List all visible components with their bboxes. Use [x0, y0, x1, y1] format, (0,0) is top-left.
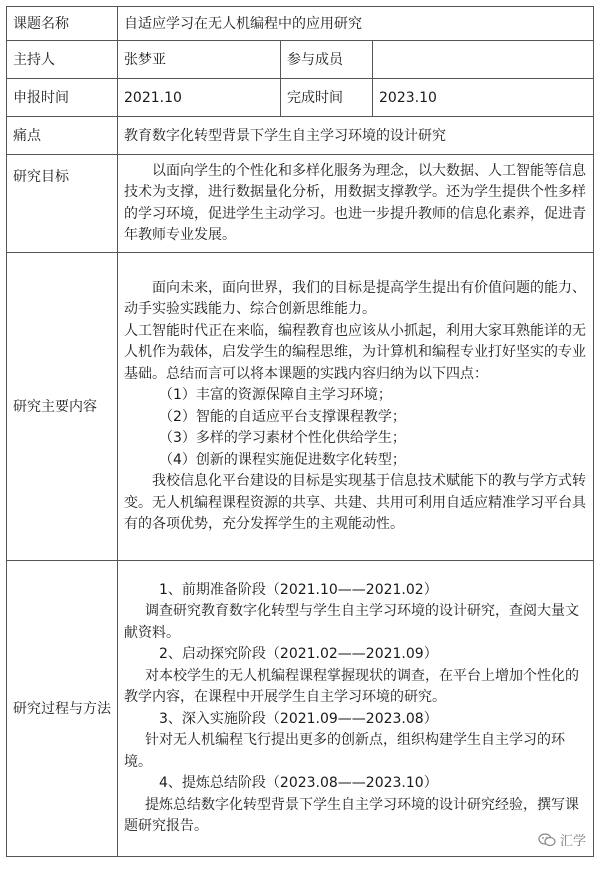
topic-value: 自适应学习在无人机编程中的应用研究	[118, 7, 594, 41]
stage-title: 4、提炼总结阶段（2023.08——2023.10）	[159, 775, 438, 791]
row-process	[7, 561, 594, 857]
research-goal-text: 以面向学生的个性化和多样化服务为理念，以大数据、人工智能等信息技术为支撑，进行数据量化分析，用数据支撑教学。还为学生提供个性多样的学习环境，促进学生主动学习。也进一步提升教师的信息化素养，促进青年教师专业发展。	[124, 162, 586, 243]
research-form-table	[6, 6, 594, 857]
pain-point-value: 教育数字化转型背景下学生自主学习环境的设计研究	[118, 117, 594, 155]
pain-point-label: 痛点	[7, 117, 118, 155]
watermark	[538, 830, 586, 849]
topic-label: 课题名称	[7, 7, 118, 41]
content-intro-2: 人工智能时代正在来临，编程教育也应该从小抓起，利用大家耳熟能详的无人机作为载体，启发学生的编程思维，为计算机和编程专业打好坚实的专业基础。总结而言可以将本课题的实践内容归纳为以下四点：	[124, 322, 586, 382]
content-item: （3）多样的学习素材个性化供给学生；	[159, 430, 406, 446]
content-item: （4）创新的课程实施促进数字化转型；	[159, 451, 406, 468]
row-dates	[7, 79, 594, 117]
research-goal-cell	[118, 155, 594, 253]
process-label: 研究过程与方法	[7, 561, 118, 857]
content-item: （2）智能的自适应平台支撑课程教学；	[159, 408, 406, 425]
wechat-icon	[538, 833, 556, 847]
main-content-cell	[118, 253, 594, 561]
host-value: 张梦亚	[118, 41, 281, 79]
row-research-goal	[7, 155, 594, 253]
stage-desc: 对本校学生的无人机编程课程掌握现状的调查，在平台上增加个性化的教学内容，在课程中开展学生自主学习环境的研究。	[124, 667, 579, 705]
watermark-text: 汇学	[559, 834, 586, 849]
content-closing: 我校信息化平台建设的目标是实现基于信息技术赋能下的教与学方式转变。无人机编程课程资源的共享、共建、共用可利用自适应精准学习平台具有的各项优势，充分发挥学生的主观能动性。	[124, 473, 586, 532]
stage-desc: 调查研究教育数字化转型与学生自主学习环境的设计研究，查阅大量文献资料。	[124, 603, 579, 641]
apply-time-label: 申报时间	[7, 79, 118, 117]
main-content-label: 研究主要内容	[7, 253, 118, 561]
stage-desc: 提炼总结数字化转型背景下学生自主学习环境的设计研究经验，撰写课题研究报告。	[124, 796, 579, 834]
stage-desc: 针对无人机编程飞行提出更多的创新点，组织构建学生自主学习的环境。	[124, 732, 565, 770]
process-cell	[118, 561, 594, 857]
members-label: 参与成员	[281, 41, 373, 79]
stage-title: 3、深入实施阶段（2021.09——2023.08）	[159, 710, 438, 727]
content-item: （1）丰富的资源保障自主学习环境；	[159, 387, 392, 403]
finish-time-label: 完成时间	[281, 79, 373, 117]
research-goal-label: 研究目标	[7, 155, 118, 253]
row-topic	[7, 7, 594, 41]
row-host	[7, 41, 594, 79]
row-pain-point	[7, 117, 594, 155]
members-value	[373, 41, 594, 79]
apply-time-value: 2021.10	[118, 79, 281, 117]
stage-title: 1、前期准备阶段（2021.10——2021.02）	[159, 581, 438, 598]
stage-title: 2、启动探究阶段（2021.02——2021.09）	[159, 646, 438, 662]
content-intro-1: 面向未来，面向世界，我们的目标是提高学生提出有价值问题的能力、动手实验实践能力、综合创新思维能力。	[124, 279, 586, 317]
finish-time-value: 2023.10	[373, 79, 594, 117]
host-label: 主持人	[7, 41, 118, 79]
row-main-content	[7, 253, 594, 561]
